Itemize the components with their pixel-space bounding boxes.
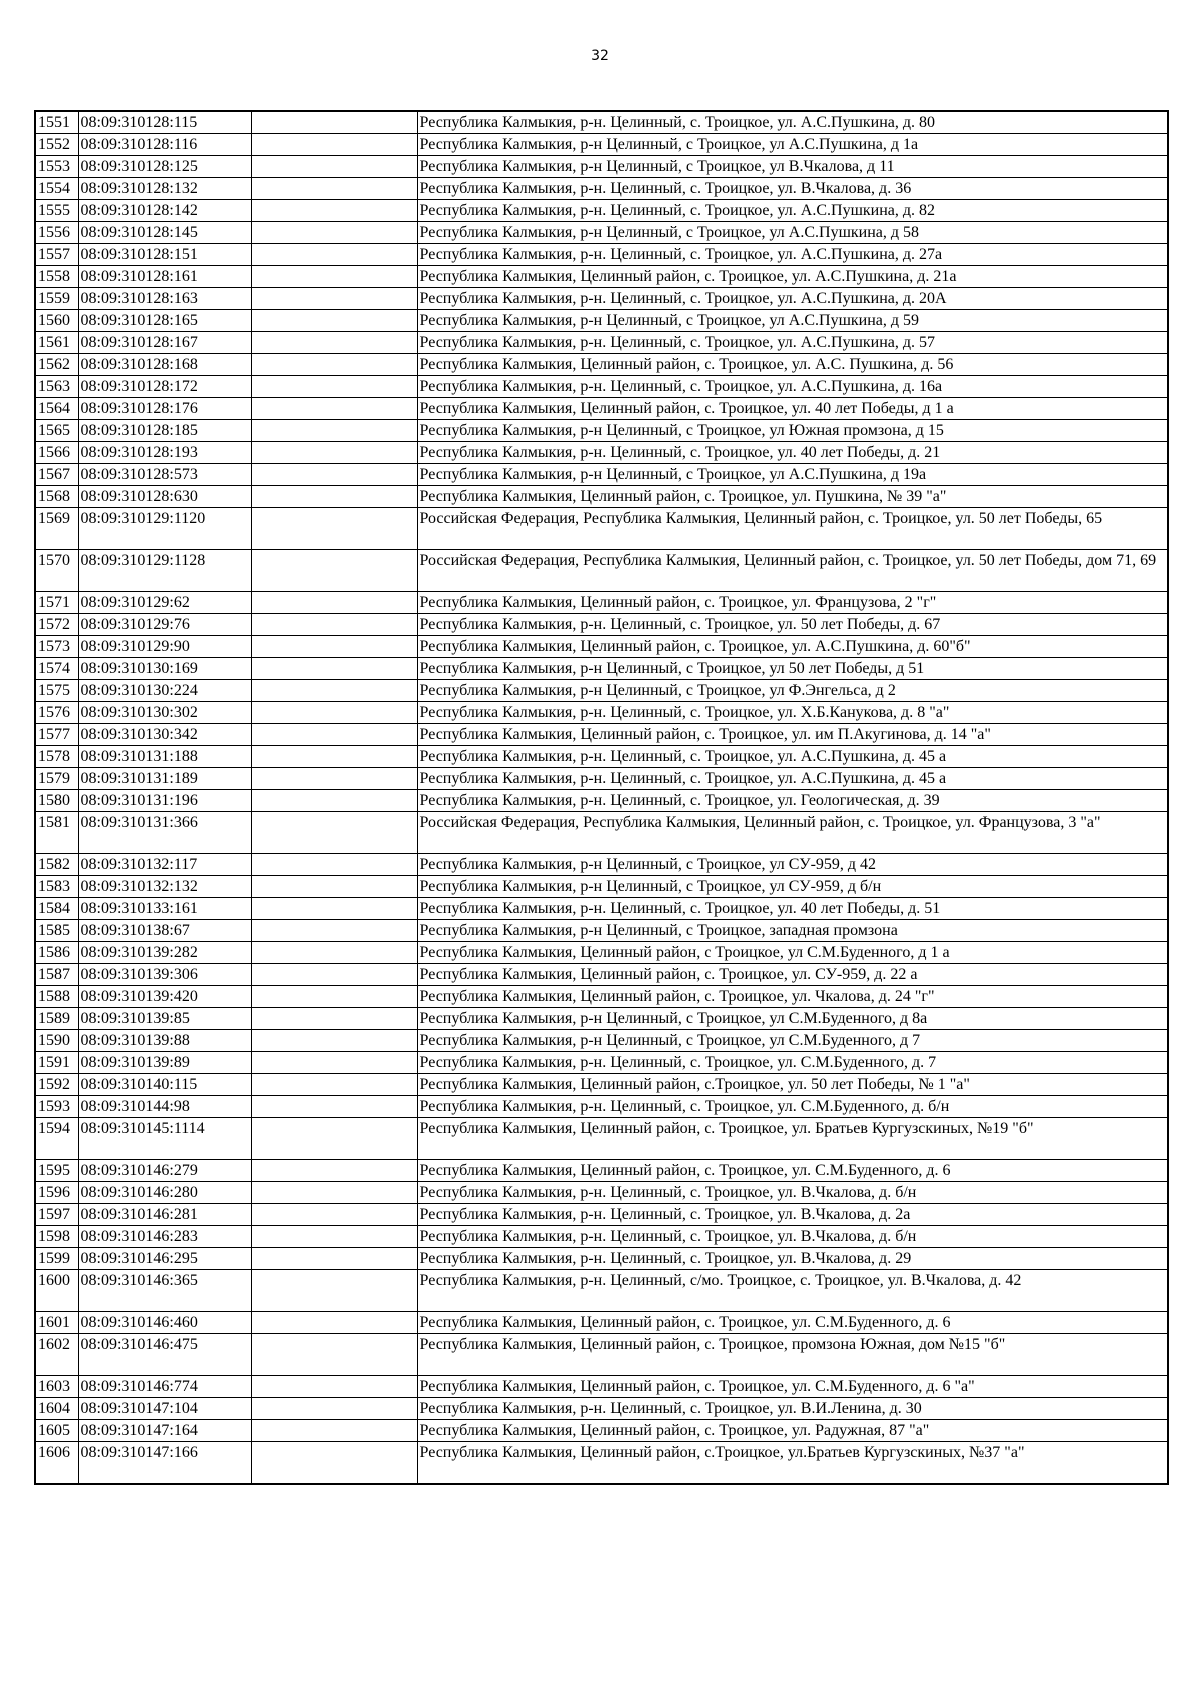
address-cell: Республика Калмыкия, р-н. Целинный, с. Троицкое, ул. В.Чкалова, д. 2а xyxy=(417,1204,1168,1226)
row-number-cell: 1588 xyxy=(35,986,78,1008)
table-row xyxy=(35,1096,1168,1118)
empty-cell xyxy=(251,442,417,464)
table-row xyxy=(35,200,1168,222)
address-cell: Республика Калмыкия, р-н. Целинный, с. Троицкое, ул. В.Чкалова, д. 36 xyxy=(417,178,1168,200)
table-row xyxy=(35,486,1168,508)
empty-cell xyxy=(251,1334,417,1376)
address-cell: Республика Калмыкия, р-н Целинный, с Троицкое, ул Ф.Энгельса, д 2 xyxy=(417,680,1168,702)
table-row xyxy=(35,854,1168,876)
cadastral-number-cell: 08:09:310131:188 xyxy=(78,746,251,768)
cadastral-number-cell: 08:09:310131:189 xyxy=(78,768,251,790)
address-cell: Российская Федерация, Республика Калмыкия, Целинный район, с. Троицкое, ул. 50 лет Победы, дом 71, 69 xyxy=(417,550,1168,592)
page-number: 32 xyxy=(591,48,609,64)
row-number-cell: 1581 xyxy=(35,812,78,854)
table-row xyxy=(35,1226,1168,1248)
empty-cell xyxy=(251,812,417,854)
cadastral-number-cell: 08:09:310147:104 xyxy=(78,1398,251,1420)
row-number-cell: 1604 xyxy=(35,1398,78,1420)
table-row xyxy=(35,1442,1168,1485)
cadastral-number-cell: 08:09:310128:193 xyxy=(78,442,251,464)
address-cell: Республика Калмыкия, р-н Целинный, с Троицкое, ул А.С.Пушкина, д 1а xyxy=(417,134,1168,156)
cadastral-number-cell: 08:09:310128:168 xyxy=(78,354,251,376)
row-number-cell: 1594 xyxy=(35,1118,78,1160)
address-cell: Республика Калмыкия, Целинный район, с. Троицкое, ул. Радужная, 87 "а" xyxy=(417,1420,1168,1442)
row-number-cell: 1595 xyxy=(35,1160,78,1182)
row-number-cell: 1569 xyxy=(35,508,78,550)
cadastral-number-cell: 08:09:310128:132 xyxy=(78,178,251,200)
table-row xyxy=(35,986,1168,1008)
row-number-cell: 1556 xyxy=(35,222,78,244)
row-number-cell: 1601 xyxy=(35,1312,78,1334)
address-cell: Республика Калмыкия, Целинный район, с. Троицкое, ул. Братьев Кургузскиных, №19 "б" xyxy=(417,1118,1168,1160)
row-number-cell: 1605 xyxy=(35,1420,78,1442)
cadastral-number-cell: 08:09:310139:85 xyxy=(78,1008,251,1030)
table-row xyxy=(35,898,1168,920)
cadastral-number-cell: 08:09:310128:142 xyxy=(78,200,251,222)
address-cell: Республика Калмыкия, р-н. Целинный, с. Троицкое, ул. 40 лет Победы, д. 51 xyxy=(417,898,1168,920)
row-number-cell: 1551 xyxy=(35,111,78,134)
row-number-cell: 1577 xyxy=(35,724,78,746)
row-number-cell: 1565 xyxy=(35,420,78,442)
table-row xyxy=(35,702,1168,724)
row-number-cell: 1578 xyxy=(35,746,78,768)
empty-cell xyxy=(251,1008,417,1030)
empty-cell xyxy=(251,1312,417,1334)
cadastral-number-cell: 08:09:310128:167 xyxy=(78,332,251,354)
address-cell: Республика Калмыкия, р-н Целинный, с Троицкое, ул А.С.Пушкина, д 58 xyxy=(417,222,1168,244)
row-number-cell: 1583 xyxy=(35,876,78,898)
address-cell: Республика Калмыкия, р-н Целинный, с Троицкое, ул В.Чкалова, д 11 xyxy=(417,156,1168,178)
empty-cell xyxy=(251,920,417,942)
table-row xyxy=(35,920,1168,942)
row-number-cell: 1574 xyxy=(35,658,78,680)
cadastral-number-cell: 08:09:310131:196 xyxy=(78,790,251,812)
empty-cell xyxy=(251,178,417,200)
empty-cell xyxy=(251,1182,417,1204)
cadastral-number-cell: 08:09:310146:279 xyxy=(78,1160,251,1182)
table-row xyxy=(35,508,1168,550)
address-cell: Российская Федерация, Республика Калмыкия, Целинный район, с. Троицкое, ул. 50 лет Победы, 65 xyxy=(417,508,1168,550)
row-number-cell: 1560 xyxy=(35,310,78,332)
cadastral-number-cell: 08:09:310129:1128 xyxy=(78,550,251,592)
address-cell: Республика Калмыкия, Целинный район, с. Троицкое, ул. Чкалова, д. 24 "г" xyxy=(417,986,1168,1008)
empty-cell xyxy=(251,266,417,288)
row-number-cell: 1592 xyxy=(35,1074,78,1096)
row-number-cell: 1559 xyxy=(35,288,78,310)
row-number-cell: 1602 xyxy=(35,1334,78,1376)
table-row xyxy=(35,156,1168,178)
row-number-cell: 1558 xyxy=(35,266,78,288)
empty-cell xyxy=(251,288,417,310)
table-row xyxy=(35,398,1168,420)
cadastral-number-cell: 08:09:310128:116 xyxy=(78,134,251,156)
address-cell: Республика Калмыкия, р-н Целинный, с Троицкое, ул С.М.Буденного, д 8а xyxy=(417,1008,1168,1030)
address-cell: Республика Калмыкия, Целинный район, с. Троицкое, ул. 40 лет Победы, д 1 а xyxy=(417,398,1168,420)
cadastral-number-cell: 08:09:310128:630 xyxy=(78,486,251,508)
cadastral-number-cell: 08:09:310130:224 xyxy=(78,680,251,702)
registry-body xyxy=(35,111,1168,1484)
address-cell: Республика Калмыкия, р-н Целинный, с Троицкое, ул СУ-959, д 42 xyxy=(417,854,1168,876)
address-cell: Республика Калмыкия, р-н. Целинный, с. Троицкое, ул. А.С.Пушкина, д. 16а xyxy=(417,376,1168,398)
row-number-cell: 1564 xyxy=(35,398,78,420)
table-row xyxy=(35,1204,1168,1226)
empty-cell xyxy=(251,680,417,702)
cadastral-number-cell: 08:09:310145:1114 xyxy=(78,1118,251,1160)
table-row xyxy=(35,658,1168,680)
empty-cell xyxy=(251,1118,417,1160)
empty-cell xyxy=(251,1270,417,1312)
empty-cell xyxy=(251,420,417,442)
empty-cell xyxy=(251,1420,417,1442)
empty-cell xyxy=(251,790,417,812)
table-row xyxy=(35,420,1168,442)
table-row xyxy=(35,244,1168,266)
address-cell: Республика Калмыкия, р-н. Целинный, с. Троицкое, ул. А.С.Пушкина, д. 57 xyxy=(417,332,1168,354)
address-cell: Республика Калмыкия, р-н. Целинный, с. Троицкое, ул. В.Чкалова, д. 29 xyxy=(417,1248,1168,1270)
empty-cell xyxy=(251,486,417,508)
row-number-cell: 1596 xyxy=(35,1182,78,1204)
cadastral-number-cell: 08:09:310146:460 xyxy=(78,1312,251,1334)
empty-cell xyxy=(251,724,417,746)
row-number-cell: 1600 xyxy=(35,1270,78,1312)
address-cell: Республика Калмыкия, р-н. Целинный, с. Троицкое, ул. Х.Б.Канукова, д. 8 "а" xyxy=(417,702,1168,724)
cadastral-number-cell: 08:09:310139:89 xyxy=(78,1052,251,1074)
address-cell: Республика Калмыкия, р-н Целинный, с Троицкое, западная промзона xyxy=(417,920,1168,942)
cadastral-number-cell: 08:09:310139:420 xyxy=(78,986,251,1008)
empty-cell xyxy=(251,1074,417,1096)
row-number-cell: 1597 xyxy=(35,1204,78,1226)
empty-cell xyxy=(251,1376,417,1398)
table-row xyxy=(35,266,1168,288)
address-cell: Республика Калмыкия, р-н Целинный, с Троицкое, ул А.С.Пушкина, д 19а xyxy=(417,464,1168,486)
table-row xyxy=(35,310,1168,332)
table-row xyxy=(35,942,1168,964)
row-number-cell: 1568 xyxy=(35,486,78,508)
address-cell: Республика Калмыкия, р-н. Целинный, с. Троицкое, ул. 50 лет Победы, д. 67 xyxy=(417,614,1168,636)
empty-cell xyxy=(251,1052,417,1074)
cadastral-number-cell: 08:09:310146:280 xyxy=(78,1182,251,1204)
empty-cell xyxy=(251,464,417,486)
row-number-cell: 1575 xyxy=(35,680,78,702)
table-row xyxy=(35,1398,1168,1420)
address-cell: Республика Калмыкия, р-н Целинный, с Троицкое, ул Южная промзона, д 15 xyxy=(417,420,1168,442)
empty-cell xyxy=(251,964,417,986)
table-row xyxy=(35,442,1168,464)
row-number-cell: 1572 xyxy=(35,614,78,636)
row-number-cell: 1555 xyxy=(35,200,78,222)
row-number-cell: 1603 xyxy=(35,1376,78,1398)
address-cell: Республика Калмыкия, Целинный район, с. Троицкое, ул. С.М.Буденного, д. 6 xyxy=(417,1160,1168,1182)
empty-cell xyxy=(251,111,417,134)
cadastral-number-cell: 08:09:310147:166 xyxy=(78,1442,251,1485)
cadastral-number-cell: 08:09:310130:169 xyxy=(78,658,251,680)
cadastral-number-cell: 08:09:310130:302 xyxy=(78,702,251,724)
cadastral-number-cell: 08:09:310146:281 xyxy=(78,1204,251,1226)
empty-cell xyxy=(251,702,417,724)
address-cell: Республика Калмыкия, Целинный район, с. Троицкое, ул. им П.Акугинова, д. 14 "а" xyxy=(417,724,1168,746)
empty-cell xyxy=(251,768,417,790)
row-number-cell: 1563 xyxy=(35,376,78,398)
cadastral-number-cell: 08:09:310128:125 xyxy=(78,156,251,178)
empty-cell xyxy=(251,1226,417,1248)
empty-cell xyxy=(251,222,417,244)
cadastral-number-cell: 08:09:310128:151 xyxy=(78,244,251,266)
address-cell: Республика Калмыкия, р-н. Целинный, с. Троицкое, ул. Геологическая, д. 39 xyxy=(417,790,1168,812)
cadastral-number-cell: 08:09:310146:365 xyxy=(78,1270,251,1312)
table-row xyxy=(35,812,1168,854)
cadastral-number-cell: 08:09:310128:163 xyxy=(78,288,251,310)
table-row xyxy=(35,1334,1168,1376)
cadastral-number-cell: 08:09:310144:98 xyxy=(78,1096,251,1118)
table-row xyxy=(35,1182,1168,1204)
empty-cell xyxy=(251,986,417,1008)
address-cell: Республика Калмыкия, Целинный район, с.Троицкое, ул. 50 лет Победы, № 1 "а" xyxy=(417,1074,1168,1096)
address-cell: Республика Калмыкия, р-н Целинный, с Троицкое, ул С.М.Буденного, д 7 xyxy=(417,1030,1168,1052)
table-row xyxy=(35,746,1168,768)
table-row xyxy=(35,1270,1168,1312)
address-cell: Республика Калмыкия, р-н Целинный, с Троицкое, ул СУ-959, д б/н xyxy=(417,876,1168,898)
address-cell: Республика Калмыкия, р-н. Целинный, с. Троицкое, ул. 40 лет Победы, д. 21 xyxy=(417,442,1168,464)
table-row xyxy=(35,614,1168,636)
address-cell: Республика Калмыкия, р-н Целинный, с Троицкое, ул 50 лет Победы, д 51 xyxy=(417,658,1168,680)
empty-cell xyxy=(251,1096,417,1118)
table-row xyxy=(35,768,1168,790)
row-number-cell: 1598 xyxy=(35,1226,78,1248)
address-cell: Республика Калмыкия, р-н. Целинный, с. Троицкое, ул. А.С.Пушкина, д. 45 а xyxy=(417,768,1168,790)
empty-cell xyxy=(251,550,417,592)
cadastral-number-cell: 08:09:310128:185 xyxy=(78,420,251,442)
table-row xyxy=(35,1008,1168,1030)
row-number-cell: 1580 xyxy=(35,790,78,812)
table-row xyxy=(35,332,1168,354)
empty-cell xyxy=(251,376,417,398)
row-number-cell: 1554 xyxy=(35,178,78,200)
row-number-cell: 1552 xyxy=(35,134,78,156)
row-number-cell: 1553 xyxy=(35,156,78,178)
table-row xyxy=(35,222,1168,244)
cadastral-number-cell: 08:09:310129:76 xyxy=(78,614,251,636)
address-cell: Республика Калмыкия, р-н. Целинный, с. Троицкое, ул. А.С.Пушкина, д. 20А xyxy=(417,288,1168,310)
table-row xyxy=(35,964,1168,986)
empty-cell xyxy=(251,876,417,898)
empty-cell xyxy=(251,1204,417,1226)
row-number-cell: 1562 xyxy=(35,354,78,376)
table-row xyxy=(35,636,1168,658)
address-cell: Республика Калмыкия, Целинный район, с. Троицкое, ул. С.М.Буденного, д. 6 "а" xyxy=(417,1376,1168,1398)
table-row xyxy=(35,111,1168,134)
empty-cell xyxy=(251,134,417,156)
address-cell: Республика Калмыкия, Целинный район, с. Троицкое, ул. А.С. Пушкина, д. 56 xyxy=(417,354,1168,376)
row-number-cell: 1571 xyxy=(35,592,78,614)
table-row xyxy=(35,1160,1168,1182)
cadastral-number-cell: 08:09:310128:145 xyxy=(78,222,251,244)
address-cell: Республика Калмыкия, р-н. Целинный, с. Троицкое, ул. А.С.Пушкина, д. 82 xyxy=(417,200,1168,222)
empty-cell xyxy=(251,592,417,614)
cadastral-number-cell: 08:09:310131:366 xyxy=(78,812,251,854)
table-row xyxy=(35,1074,1168,1096)
table-row xyxy=(35,592,1168,614)
table-row xyxy=(35,680,1168,702)
address-cell: Республика Калмыкия, р-н. Целинный, с. Троицкое, ул. В.И.Ленина, д. 30 xyxy=(417,1398,1168,1420)
address-cell: Республика Калмыкия, р-н. Целинный, с/мо. Троицкое, с. Троицкое, ул. В.Чкалова, д. 42 xyxy=(417,1270,1168,1312)
empty-cell xyxy=(251,1442,417,1485)
address-cell: Республика Калмыкия, р-н. Целинный, с. Троицкое, ул. А.С.Пушкина, д. 80 xyxy=(417,111,1168,134)
empty-cell xyxy=(251,332,417,354)
empty-cell xyxy=(251,508,417,550)
address-cell: Республика Калмыкия, р-н. Целинный, с. Троицкое, ул. В.Чкалова, д. б/н xyxy=(417,1182,1168,1204)
row-number-cell: 1591 xyxy=(35,1052,78,1074)
cadastral-number-cell: 08:09:310129:1120 xyxy=(78,508,251,550)
address-cell: Республика Калмыкия, Целинный район, с. Троицкое, ул. Французова, 2 "г" xyxy=(417,592,1168,614)
empty-cell xyxy=(251,200,417,222)
table-row xyxy=(35,550,1168,592)
address-cell: Республика Калмыкия, Целинный район, с. Троицкое, промзона Южная, дом №15 "б" xyxy=(417,1334,1168,1376)
cadastral-number-cell: 08:09:310132:132 xyxy=(78,876,251,898)
cadastral-number-cell: 08:09:310128:161 xyxy=(78,266,251,288)
address-cell: Республика Калмыкия, Целинный район, с. Троицкое, ул. А.С.Пушкина, д. 21а xyxy=(417,266,1168,288)
row-number-cell: 1589 xyxy=(35,1008,78,1030)
empty-cell xyxy=(251,854,417,876)
cadastral-number-cell: 08:09:310132:117 xyxy=(78,854,251,876)
row-number-cell: 1582 xyxy=(35,854,78,876)
row-number-cell: 1606 xyxy=(35,1442,78,1485)
cadastral-number-cell: 08:09:310128:115 xyxy=(78,111,251,134)
cadastral-number-cell: 08:09:310133:161 xyxy=(78,898,251,920)
table-row xyxy=(35,464,1168,486)
table-row xyxy=(35,1052,1168,1074)
table-row xyxy=(35,790,1168,812)
table-row xyxy=(35,1030,1168,1052)
cadastral-number-cell: 08:09:310140:115 xyxy=(78,1074,251,1096)
address-cell: Республика Калмыкия, р-н. Целинный, с. Троицкое, ул. В.Чкалова, д. б/н xyxy=(417,1226,1168,1248)
empty-cell xyxy=(251,244,417,266)
cadastral-number-cell: 08:09:310139:282 xyxy=(78,942,251,964)
empty-cell xyxy=(251,898,417,920)
cadastral-number-cell: 08:09:310147:164 xyxy=(78,1420,251,1442)
cadastral-number-cell: 08:09:310146:774 xyxy=(78,1376,251,1398)
empty-cell xyxy=(251,1248,417,1270)
row-number-cell: 1593 xyxy=(35,1096,78,1118)
empty-cell xyxy=(251,1030,417,1052)
table-row xyxy=(35,134,1168,156)
address-cell: Республика Калмыкия, р-н. Целинный, с. Троицкое, ул. А.С.Пушкина, д. 27а xyxy=(417,244,1168,266)
address-cell: Республика Калмыкия, р-н. Целинный, с. Троицкое, ул. С.М.Буденного, д. 7 xyxy=(417,1052,1168,1074)
cadastral-number-cell: 08:09:310128:176 xyxy=(78,398,251,420)
address-cell: Республика Калмыкия, Целинный район, с.Троицкое, ул.Братьев Кургузскиных, №37 "а" xyxy=(417,1442,1168,1485)
row-number-cell: 1586 xyxy=(35,942,78,964)
cadastral-number-cell: 08:09:310146:475 xyxy=(78,1334,251,1376)
table-row xyxy=(35,876,1168,898)
table-row xyxy=(35,1118,1168,1160)
row-number-cell: 1579 xyxy=(35,768,78,790)
cadastral-number-cell: 08:09:310129:62 xyxy=(78,592,251,614)
table-row xyxy=(35,1312,1168,1334)
empty-cell xyxy=(251,636,417,658)
cadastral-number-cell: 08:09:310138:67 xyxy=(78,920,251,942)
address-cell: Республика Калмыкия, Целинный район, с Троицкое, ул С.М.Буденного, д 1 а xyxy=(417,942,1168,964)
empty-cell xyxy=(251,354,417,376)
row-number-cell: 1573 xyxy=(35,636,78,658)
cadastral-number-cell: 08:09:310139:306 xyxy=(78,964,251,986)
table-row xyxy=(35,1420,1168,1442)
cadastral-registry-table xyxy=(34,110,1169,1485)
address-cell: Республика Калмыкия, р-н. Целинный, с. Троицкое, ул. С.М.Буденного, д. б/н xyxy=(417,1096,1168,1118)
address-cell: Республика Калмыкия, р-н Целинный, с Троицкое, ул А.С.Пушкина, д 59 xyxy=(417,310,1168,332)
cadastral-number-cell: 08:09:310128:573 xyxy=(78,464,251,486)
address-cell: Республика Калмыкия, р-н. Целинный, с. Троицкое, ул. А.С.Пушкина, д. 45 а xyxy=(417,746,1168,768)
empty-cell xyxy=(251,614,417,636)
cadastral-number-cell: 08:09:310130:342 xyxy=(78,724,251,746)
empty-cell xyxy=(251,398,417,420)
row-number-cell: 1587 xyxy=(35,964,78,986)
row-number-cell: 1590 xyxy=(35,1030,78,1052)
address-cell: Республика Калмыкия, Целинный район, с. Троицкое, ул. СУ-959, д. 22 а xyxy=(417,964,1168,986)
table-row xyxy=(35,724,1168,746)
row-number-cell: 1585 xyxy=(35,920,78,942)
cadastral-number-cell: 08:09:310146:295 xyxy=(78,1248,251,1270)
row-number-cell: 1557 xyxy=(35,244,78,266)
row-number-cell: 1576 xyxy=(35,702,78,724)
row-number-cell: 1599 xyxy=(35,1248,78,1270)
address-cell: Республика Калмыкия, Целинный район, с. Троицкое, ул. С.М.Буденного, д. 6 xyxy=(417,1312,1168,1334)
table-row xyxy=(35,288,1168,310)
cadastral-number-cell: 08:09:310128:172 xyxy=(78,376,251,398)
address-cell: Республика Калмыкия, Целинный район, с. Троицкое, ул. Пушкина, № 39 "а" xyxy=(417,486,1168,508)
empty-cell xyxy=(251,942,417,964)
table-row xyxy=(35,178,1168,200)
row-number-cell: 1566 xyxy=(35,442,78,464)
cadastral-number-cell: 08:09:310139:88 xyxy=(78,1030,251,1052)
table-row xyxy=(35,354,1168,376)
table-row xyxy=(35,376,1168,398)
cadastral-number-cell: 08:09:310128:165 xyxy=(78,310,251,332)
table-row xyxy=(35,1248,1168,1270)
empty-cell xyxy=(251,746,417,768)
address-cell: Российская Федерация, Республика Калмыкия, Целинный район, с. Троицкое, ул. Французова, 3 "а" xyxy=(417,812,1168,854)
row-number-cell: 1567 xyxy=(35,464,78,486)
empty-cell xyxy=(251,310,417,332)
address-cell: Республика Калмыкия, Целинный район, с. Троицкое, ул. А.С.Пушкина, д. 60"б" xyxy=(417,636,1168,658)
cadastral-number-cell: 08:09:310129:90 xyxy=(78,636,251,658)
cadastral-number-cell: 08:09:310146:283 xyxy=(78,1226,251,1248)
empty-cell xyxy=(251,658,417,680)
empty-cell xyxy=(251,1398,417,1420)
table-row xyxy=(35,1376,1168,1398)
empty-cell xyxy=(251,1160,417,1182)
empty-cell xyxy=(251,156,417,178)
row-number-cell: 1561 xyxy=(35,332,78,354)
row-number-cell: 1584 xyxy=(35,898,78,920)
row-number-cell: 1570 xyxy=(35,550,78,592)
